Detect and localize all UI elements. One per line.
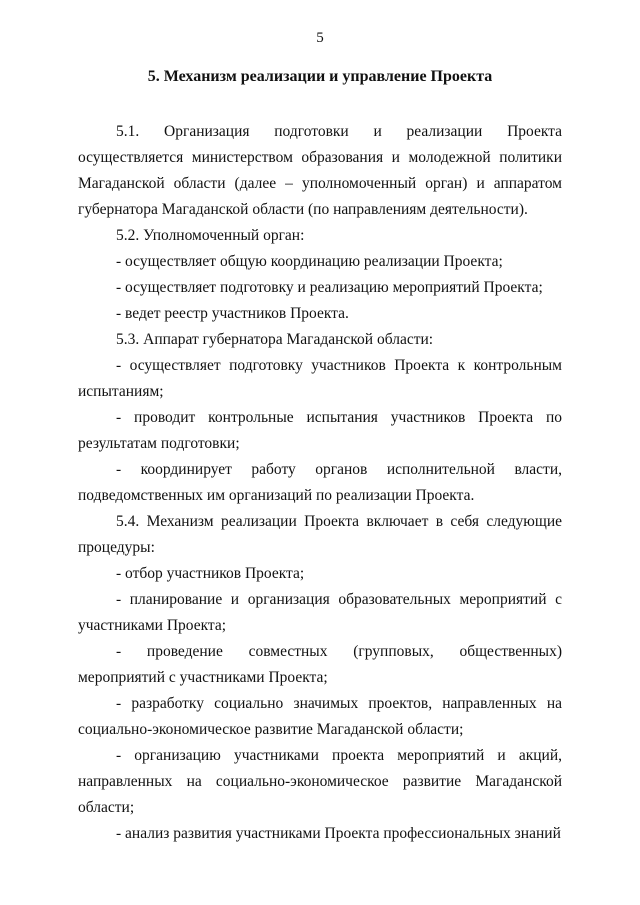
paragraph-5-3: 5.3. Аппарат губернатора Магаданской области: — [116, 331, 434, 348]
list-item: - планирование и организация образовательных мероприятий с участниками Проекта; — [78, 591, 562, 634]
section-heading: 5. Механизм реализации и управление Проекта — [147, 68, 493, 85]
list-item: - осуществляет подготовку и реализацию мероприятий Проекта; — [116, 279, 543, 296]
list-item: - анализ развития участниками Проекта профессиональных знаний — [116, 825, 561, 842]
list-item: - координирует работу органов исполнительной власти, подведомственных им организаций по реализации Проекта. — [78, 461, 562, 504]
page-number: 5 — [316, 30, 324, 46]
list-item: - отбор участников Проекта; — [116, 565, 305, 582]
list-item: - осуществляет общую координацию реализации Проекта; — [116, 253, 503, 270]
section-body — [78, 119, 562, 847]
list-item: - организацию участниками проекта мероприятий и акций, направленных на социально-экономическое развитие Магаданской области; — [78, 747, 562, 816]
list-item: - осуществляет подготовку участников Проекта к контрольным испытаниям; — [78, 357, 562, 400]
paragraph-5-4: 5.4. Механизм реализации Проекта включает в себя следующие процедуры: — [78, 513, 562, 556]
list-item: - проведение совместных (групповых, общественных) мероприятий с участниками Проекта; — [78, 643, 562, 686]
list-item: - проводит контрольные испытания участников Проекта по результатам подготовки; — [78, 409, 562, 452]
list-item: - разработку социально значимых проектов, направленных на социально-экономическое развитие Магаданской области; — [78, 695, 562, 738]
list-item: - ведет реестр участников Проекта. — [116, 305, 349, 322]
paragraph-5-1: 5.1. Организация подготовки и реализации Проекта осуществляется министерством образования и молодежной политики Магаданской области (далее – уполномоченный орган) и аппаратом губернатора Магаданской области (по направлениям деятельности). — [78, 123, 562, 218]
paragraph-5-2: 5.2. Уполномоченный орган: — [116, 227, 305, 244]
